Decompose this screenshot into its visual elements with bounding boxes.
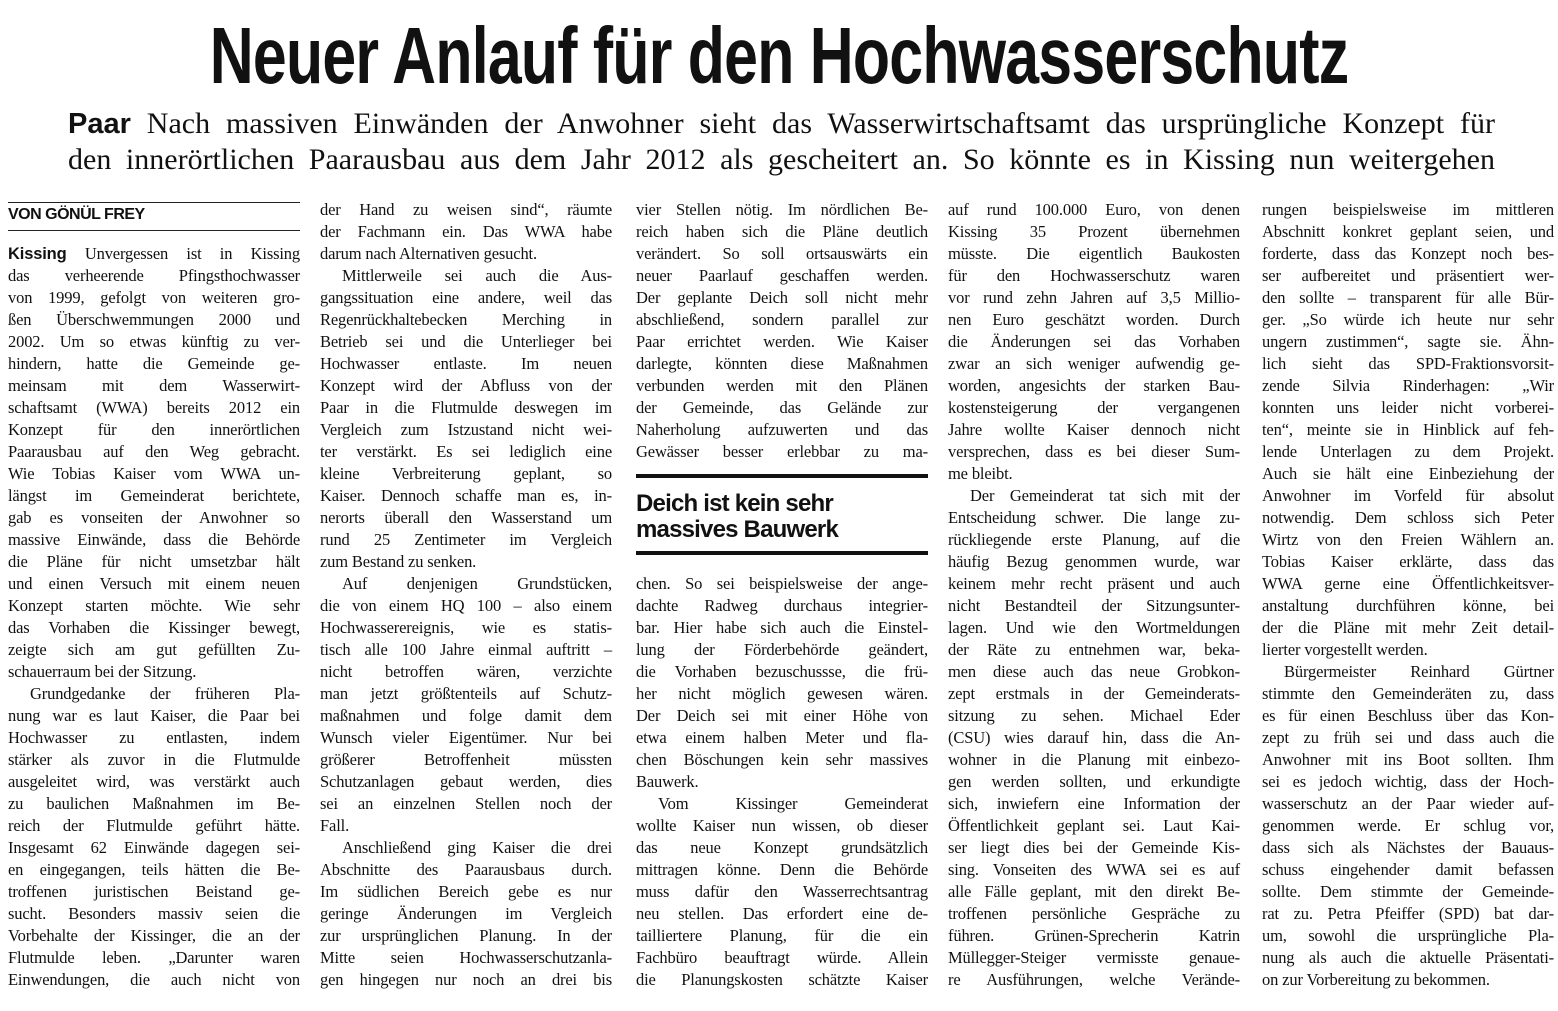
article-column-2	[320, 199, 612, 991]
text-line: Im südlichen Bereich gebe es nur	[320, 882, 612, 901]
text-line: darlegte, könnten diese Maßnahmen	[636, 354, 928, 373]
text-line: Kaiser. Dennoch schaffe man es, in-	[320, 486, 612, 505]
text-line: zur ursprünglichen Planung. In der	[320, 926, 612, 945]
text-line: lende Unterlagen zu dem Projekt.	[1262, 442, 1554, 461]
paragraph	[948, 199, 1240, 485]
text-line: zept zu früh sei und dass auch die	[1262, 728, 1554, 747]
paragraph	[320, 837, 612, 991]
text-line: Paar in die Flutmulde deswegen im	[320, 398, 612, 417]
text-line: der Räte zu entnehmen war, beka-	[948, 640, 1240, 659]
text-line: Flutmulde leben. „Darunter waren	[8, 948, 300, 967]
article-column-4	[948, 199, 1240, 991]
text-line: alle Fälle geplant, mit den direkt Be-	[948, 882, 1240, 901]
text-line: me bleibt.	[948, 464, 1013, 483]
text-line: den sollte – transparent für alle Bür-	[1262, 288, 1554, 307]
text-line: re Ausführungen, welche Verände-	[948, 970, 1240, 989]
text-line: darum nach Alternativen gesucht.	[320, 244, 537, 263]
text-line: sei an einzelnen Stellen noch der	[320, 794, 612, 813]
text-line: sing. Vonseiten des WWA sei es auf	[948, 860, 1240, 879]
text-line: dachte Radweg durchaus integrier-	[636, 596, 928, 615]
text-line: vor rund zehn Jahren auf 3,5 Millio-	[948, 288, 1240, 307]
paragraph	[636, 793, 928, 991]
divider	[636, 474, 928, 478]
text-line: Insgesamt 62 Einwände dagegen sei-	[8, 838, 300, 857]
text-line: ger. „So würde ich heute nur sehr	[1262, 310, 1554, 329]
text-line: kleine Verbreiterung geplant, so	[320, 464, 612, 483]
text-line: Abschnitte des Paarausbaus durch.	[320, 860, 612, 879]
byline	[8, 199, 300, 243]
text-line: die Planungskosten schätzte Kaiser	[636, 970, 928, 989]
text-line: Wunsch vieler Eigentümer. Nur bei	[320, 728, 612, 747]
text-line: ßen Überschwemmungen 2000 und	[8, 310, 300, 329]
text-line: Einwendungen, die auch nicht von	[8, 970, 300, 989]
text-line: mittragen könne. Denn die Behörde	[636, 860, 928, 879]
text-line: Mittlerweile sei auch die Aus-	[342, 266, 612, 285]
text-line: Auf denjenigen Grundstücken,	[342, 574, 612, 593]
section-subheading	[636, 463, 928, 573]
subtitle-text: Nach massiven Einwänden der Anwohner sieht das Wasserwirtschaftsamt das ursprüngliche Konzept für	[130, 107, 1495, 140]
text-line: Vergleich zum Istzustand nicht wei-	[320, 420, 612, 439]
text-line: Der geplante Deich soll nicht mehr	[636, 288, 928, 307]
text-line: Konzept starten möchte. Wie sehr	[8, 596, 300, 615]
text-line: nung war es laut Kaiser, die Paar bei	[8, 706, 300, 725]
text-line: verbunden werden mit den Plänen	[636, 376, 928, 395]
text-line: wasserschutz an der Paar wieder auf-	[1262, 794, 1554, 813]
text-line: ser aufbereitet und präsentiert wer-	[1262, 266, 1554, 285]
text-line: gangssituation eine andere, weil das	[320, 288, 612, 307]
text-line: Fall.	[320, 816, 350, 835]
text-line: chen. So sei beispielsweise der ange-	[636, 574, 928, 593]
text-line: Paarausbau auf den Weg gebracht.	[8, 442, 300, 461]
text-line: rat zu. Petra Pfeiffer (SPD) bat dar-	[1262, 904, 1554, 923]
article-column-3	[636, 199, 928, 991]
author-name: VON GÖNÜL FREY	[8, 206, 145, 223]
text-line: Anwohner im Vorfeld für absolut	[1262, 486, 1554, 505]
headline	[0, 8, 1558, 104]
text-line: Regenrückhaltebecken Merching in	[320, 310, 612, 329]
paragraph	[320, 573, 612, 837]
paragraph	[948, 485, 1240, 991]
text-line: ausgeleitet wird, was verstärkt auch	[8, 772, 300, 791]
text-line: Anwohner mit ins Boot sollten. Ihm	[1262, 750, 1554, 769]
text-line: Kissing Unvergessen ist in Kissing	[8, 244, 300, 263]
text-line: ser liegt dies bei der Gemeinde Kis-	[948, 838, 1240, 857]
text-line: der Gemeinde, das Gelände zur	[636, 398, 928, 417]
text-line: Konzept für den innerörtlichen	[8, 420, 300, 439]
text-line: hindern, hatte die Gemeinde ge-	[8, 354, 300, 373]
text-line: für den Hochwasserschutz waren	[948, 266, 1240, 285]
text-line: dass sich als Nächstes der Bauaus-	[1262, 838, 1554, 857]
text-line: Öffentlichkeit geplant sei. Laut Kai-	[948, 816, 1240, 835]
text-line: muss dafür den Wasserrechtsantrag	[636, 882, 928, 901]
text-line: Der Gemeinderat tat sich mit der	[970, 486, 1240, 505]
text-line: nerorts überall den Wasserstand um	[320, 508, 612, 527]
text-line: massive Einwände, dass die Behörde	[8, 530, 300, 549]
text-line: Vom Kissinger Gemeinderat	[658, 794, 928, 813]
paragraph	[8, 683, 300, 991]
text-line: auf rund 100.000 Euro, von denen	[948, 200, 1240, 219]
text-line: größerer Betroffenheit müssten	[320, 750, 612, 769]
text-line: Der Deich sei mit einer Höhe von	[636, 706, 928, 725]
text-line: gen hingegen nur noch an drei bis	[320, 970, 612, 989]
text-line: Kissing 35 Prozent übernehmen	[948, 222, 1240, 241]
text-line: reich der Flutmulde geführt hätte.	[8, 816, 300, 835]
text-line: Müllegger-Steiger vermisste genaue-	[948, 948, 1240, 967]
text-line: neu stellen. Das erfordert eine de-	[636, 904, 928, 923]
article-column-5	[1262, 199, 1554, 991]
text-line: gen werden sollten, und erkundigte	[948, 772, 1240, 791]
text-line: en eingegangen, teils hätten die Be-	[8, 860, 300, 879]
text-line: chen Böschungen kein sehr massives	[636, 750, 928, 769]
text-line: zende Silvia Rinderhagen: „Wir	[1262, 376, 1554, 395]
text-line: zeigte sich am gut gefüllten Zu-	[8, 640, 300, 659]
text-line: das verheerende Pfingsthochwasser	[8, 266, 300, 285]
text-line: versprechen, dass es bei dieser Sum-	[948, 442, 1240, 461]
text-line: Bauwerk.	[636, 772, 699, 791]
text-line: der die Pläne mit mehr Zeit detail-	[1262, 618, 1554, 637]
text-line: häufig Bezug genommen wurde, war	[948, 552, 1240, 571]
headline-text: Neuer Anlauf für den Hochwasserschutz	[209, 11, 1349, 100]
text-line: stimmte den Gemeinderäten zu, dass	[1262, 684, 1554, 703]
text-line: Hochwasser entlaste. Im neuen	[320, 354, 612, 373]
text-line: Tobias Kaiser erklärte, dass das	[1262, 552, 1554, 571]
text-line: zwar an sich weniger aufwendig ge-	[948, 354, 1240, 373]
text-line: keinem mehr recht präsent und auch	[948, 574, 1240, 593]
text-line: her nicht möglich gewesen wären.	[636, 684, 928, 703]
text-line: Konzept wird der Abfluss von der	[320, 376, 612, 395]
paragraph	[320, 265, 612, 573]
text-line: müsste. Die eigentlich Baukosten	[948, 244, 1240, 263]
text-line: kostensteigerung der vergangenen	[948, 398, 1240, 417]
text-line: Paar errichtet werden. Wie Kaiser	[636, 332, 928, 351]
text-line: neuer Paarlauf geschaffen werden.	[636, 266, 928, 285]
subtitle-line	[68, 106, 1495, 142]
text-line: schaftsamt (WWA) bereits 2012 ein	[8, 398, 300, 417]
text-line: sucht. Besonders massiv seien die	[8, 904, 300, 923]
text-line: 2002. Um so etwas künftig zu ver-	[8, 332, 300, 351]
text-line: Anschließend ging Kaiser die drei	[342, 838, 612, 857]
text-line: ungern zustimmen“, sagte sie. Ähn-	[1262, 332, 1554, 351]
text-line: WWA gerne eine Öffentlichkeitsver-	[1262, 574, 1554, 593]
dateline: Kissing	[8, 245, 67, 263]
subtitle-line	[68, 142, 1495, 177]
text-line: die von einem HQ 100 – also einem	[320, 596, 612, 615]
text-line: lich sieht das SPD-Fraktionsvorsit-	[1262, 354, 1554, 373]
subheading-line: Deich ist kein sehr	[636, 490, 833, 517]
text-line: zum Bestand zu senken.	[320, 552, 477, 571]
text-line: sitzung zu sehen. Michael Eder	[948, 706, 1240, 725]
text-line: Schutzanlagen gebaut werden, dies	[320, 772, 612, 791]
text-line: stärker als zuvor in die Flutmulde	[8, 750, 300, 769]
text-line: lung der Förderbehörde geändert,	[636, 640, 928, 659]
subtitle-text: den innerörtlichen Paarausbau aus dem Jahr 2012 als gescheitert an. So könnte es in Kissing nun weitergehen	[68, 143, 1495, 176]
text-line: zept erstmals in der Gemeinderats-	[948, 684, 1240, 703]
text-line: Jahre wollte Kaiser dennoch nicht	[948, 420, 1240, 439]
text-line: anstaltung durchführen könne, bei	[1262, 596, 1554, 615]
text-line: Wirtz von den Freien Wählern an.	[1262, 530, 1554, 549]
text-line: wollte Kaiser nun wissen, ob dieser	[636, 816, 928, 835]
text-line: geringe Änderungen im Vergleich	[320, 904, 612, 923]
text-line: (CSU) wies darauf hin, dass die An-	[948, 728, 1240, 747]
text-line: das neue Konzept grundsätzlich	[636, 838, 928, 857]
text-line: Hochwasser zu entlasten, indem	[8, 728, 300, 747]
subtitle-lead: Paar	[68, 108, 131, 140]
text-line: führen. Grünen-Sprecherin Katrin	[948, 926, 1240, 945]
text-line: das Vorhaben die Kissinger bewegt,	[8, 618, 300, 637]
text-line: on zur Vorbereitung zu bekommen.	[1262, 970, 1490, 989]
text-line: von 1999, gefolgt von weiteren gro-	[8, 288, 300, 307]
text-line: man jetzt größtenteils auf Schutz-	[320, 684, 612, 703]
text-line: Hochwasserereignis, wie es statis-	[320, 618, 612, 637]
paragraph	[1262, 199, 1554, 661]
divider	[636, 551, 928, 555]
text-line: nicht Bestandteil der Sitzungsunter-	[948, 596, 1240, 615]
text-line: verändert. So soll ortsauswärts ein	[636, 244, 928, 263]
text-line: und einen Versuch mit einem neuen	[8, 574, 300, 593]
text-line: Entscheidung schwer. Die lange zu-	[948, 508, 1240, 527]
text-line: Bürgermeister Reinhard Gürtner	[1284, 662, 1554, 681]
text-line: es für einen Beschluss über das Kon-	[1262, 706, 1554, 725]
text-line: tailliertere Planung, für die ein	[636, 926, 928, 945]
text-line: tisch alle 100 Jahre einmal auftritt –	[320, 640, 612, 659]
text-line: rungen beispielsweise im mittleren	[1262, 200, 1554, 219]
text-line: meinsam mit dem Wasserwirt-	[8, 376, 300, 395]
divider	[8, 202, 300, 203]
text-line: nen Euro geschätzt worden. Durch	[948, 310, 1240, 329]
text-line: maßnahmen und folge damit dem	[320, 706, 612, 725]
text-line: Naherholung aufzuwerten und das	[636, 420, 928, 439]
text-line: schauerraum bei der Sitzung.	[8, 662, 197, 681]
text-line: etwa einem halben Meter und fla-	[636, 728, 928, 747]
text-line: lagen. Und wie den Wortmeldungen	[948, 618, 1240, 637]
text-line: Grundgedanke der früheren Pla-	[30, 684, 300, 703]
text-line: abschließend, sondern parallel zur	[636, 310, 928, 329]
text-line: forderte, dass das Konzept noch bes-	[1262, 244, 1554, 263]
text-line: troffenen persönliche Gespräche zu	[948, 904, 1240, 923]
text-line: gab es vonseiten der Anwohner so	[8, 508, 300, 527]
text-line: sich, inwiefern eine Information der	[948, 794, 1240, 813]
text-line: genommen werde. Er schlug vor,	[1262, 816, 1554, 835]
text-line: vier Stellen nötig. Im nördlichen Be-	[636, 200, 928, 219]
text-line: Wie Tobias Kaiser vom WWA un-	[8, 464, 300, 483]
text-line: bar. Hier habe sich auch die Einstel-	[636, 618, 928, 637]
text-line: sollte. Dem stimmte der Gemeinde-	[1262, 882, 1554, 901]
text-line: ten“, meinte sie in Hinblick auf feh-	[1262, 420, 1554, 439]
subtitle	[68, 106, 1495, 177]
text-line: rückliegende erste Planung, auf die	[948, 530, 1240, 549]
article-column-1	[8, 199, 300, 991]
text-line: die Änderungen sei das Vorhaben	[948, 332, 1240, 351]
text-line: Auch sie hält eine Einbeziehung der	[1262, 464, 1554, 483]
text-line: schuss eingehender damit befassen	[1262, 860, 1554, 879]
text-line: wohner in die Planung mit einbezo-	[948, 750, 1240, 769]
text-line: worden, angesichts der starken Bau-	[948, 376, 1240, 395]
paragraph	[636, 199, 928, 463]
text-line: Vorbehalte der Kissinger, die an der	[8, 926, 300, 945]
text-line: nung als auch die aktuelle Präsentati-	[1262, 948, 1554, 967]
text-line: men diese auch das neue Grobkon-	[948, 662, 1240, 681]
text-line: Gewässer besser erlebbar zu ma-	[636, 442, 928, 461]
text-line: längst im Gemeinderat berichtete,	[8, 486, 300, 505]
text-line: die Vorhaben bezuschussse, die frü-	[636, 662, 928, 681]
text-line: um, sowohl die ursprüngliche Pla-	[1262, 926, 1554, 945]
subheading-text	[636, 491, 838, 543]
paragraph	[8, 243, 300, 683]
text-line: der Hand zu weisen sind“, räumte	[320, 200, 612, 219]
text-line: zu baulichen Maßnahmen im Be-	[8, 794, 300, 813]
text-line: troffenen juristischen Beistand ge-	[8, 882, 300, 901]
paragraph	[1262, 661, 1554, 991]
divider	[8, 230, 300, 231]
text-line: rund 25 Zentimeter im Vergleich	[320, 530, 612, 549]
text-line: die Pläne für nicht umsetzbar hält	[8, 552, 300, 571]
text-line: konnten uns leider nicht vorberei-	[1262, 398, 1554, 417]
text-line: Abschnitt konkret geplant seien, und	[1262, 222, 1554, 241]
text-line: ter verstärkt. Es sei lediglich eine	[320, 442, 612, 461]
text-line: Fachbüro beauftragt würde. Allein	[636, 948, 928, 967]
text-line: Mitte seien Hochwasserschutzanla-	[320, 948, 612, 967]
text-line: notwendig. Dem schloss sich Peter	[1262, 508, 1554, 527]
text-line: Betrieb sei und die Unterlieger bei	[320, 332, 612, 351]
text-line: lierter vorgestellt werden.	[1262, 640, 1428, 659]
text-line: reich haben sich die Pläne deutlich	[636, 222, 928, 241]
subheading-line: massives Bauwerk	[636, 516, 839, 543]
paragraph	[636, 573, 928, 793]
text-line: sei es jedoch wichtig, dass der Hoch-	[1262, 772, 1554, 791]
text-line: nicht betroffen wären, verzichte	[320, 662, 612, 681]
text-line: der Fachmann ein. Das WWA habe	[320, 222, 612, 241]
paragraph	[320, 199, 612, 265]
